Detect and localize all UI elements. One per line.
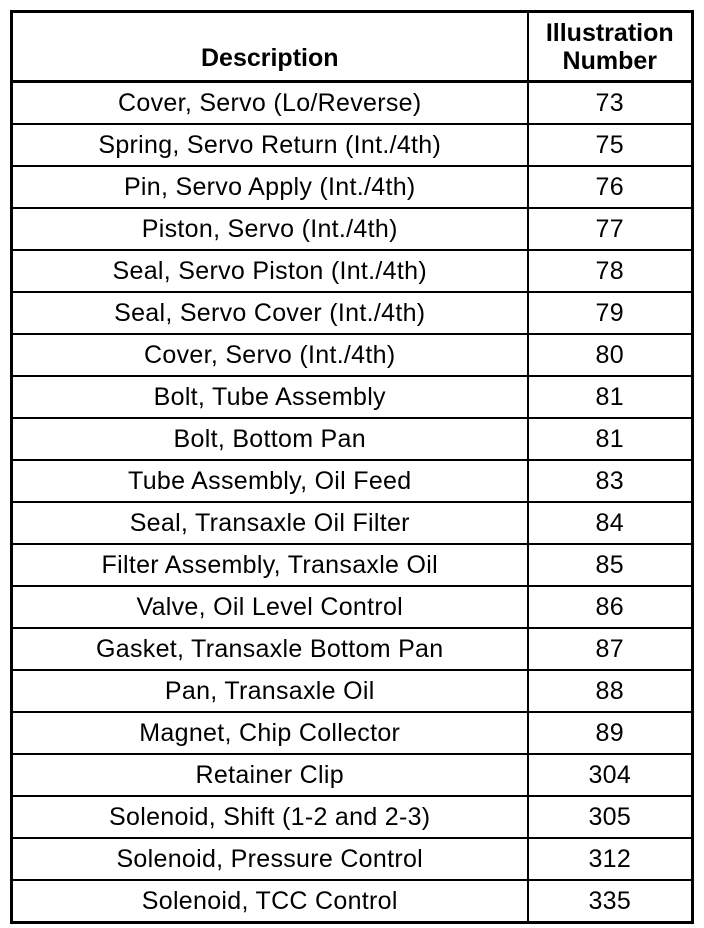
illustration-number-cell: 79 [528,292,693,334]
illustration-number-cell: 86 [528,586,693,628]
description-column-header: Description [12,12,528,82]
part-description-cell: Cover, Servo (Int./4th) [12,334,528,376]
table-row [12,502,693,544]
part-description-cell: Bolt, Tube Assembly [12,376,528,418]
table-row [12,292,693,334]
illustration-number-cell: 81 [528,376,693,418]
parts-table [10,10,694,924]
illustration-number-cell: 312 [528,838,693,880]
table-row [12,418,693,460]
part-description-cell: Bolt, Bottom Pan [12,418,528,460]
table-row [12,82,693,125]
table-row [12,166,693,208]
illustration-number-cell: 84 [528,502,693,544]
illustration-number-cell: 78 [528,250,693,292]
part-description-cell: Solenoid, TCC Control [12,880,528,923]
illustration-number-cell: 83 [528,460,693,502]
table-body [12,82,693,923]
part-description-cell: Pin, Servo Apply (Int./4th) [12,166,528,208]
illustration-number-cell: 75 [528,124,693,166]
table-row [12,670,693,712]
part-description-cell: Seal, Servo Piston (Int./4th) [12,250,528,292]
table-row [12,754,693,796]
illustration-number-cell: 304 [528,754,693,796]
illustration-number-cell: 88 [528,670,693,712]
table-row [12,628,693,670]
illustration-number-cell: 87 [528,628,693,670]
table-header [12,12,693,82]
table-row [12,124,693,166]
part-description-cell: Piston, Servo (Int./4th) [12,208,528,250]
illustration-number-cell: 85 [528,544,693,586]
table-row [12,250,693,292]
part-description-cell: Tube Assembly, Oil Feed [12,460,528,502]
illustration-number-cell: 81 [528,418,693,460]
part-description-cell: Retainer Clip [12,754,528,796]
part-description-cell: Spring, Servo Return (Int./4th) [12,124,528,166]
illustration-number-cell: 73 [528,82,693,125]
illustration-number-cell: 80 [528,334,693,376]
part-description-cell: Filter Assembly, Transaxle Oil [12,544,528,586]
table-row [12,796,693,838]
header-row [12,12,693,82]
part-description-cell: Gasket, Transaxle Bottom Pan [12,628,528,670]
table-row [12,880,693,923]
table-row [12,460,693,502]
part-description-cell: Solenoid, Pressure Control [12,838,528,880]
table-row [12,334,693,376]
table-row [12,544,693,586]
part-description-cell: Seal, Servo Cover (Int./4th) [12,292,528,334]
table-row [12,838,693,880]
part-description-cell: Seal, Transaxle Oil Filter [12,502,528,544]
illustration-number-column-header [528,12,693,82]
part-description-cell: Magnet, Chip Collector [12,712,528,754]
table-row [12,208,693,250]
part-description-cell: Solenoid, Shift (1-2 and 2-3) [12,796,528,838]
part-description-cell: Pan, Transaxle Oil [12,670,528,712]
illustration-number-cell: 305 [528,796,693,838]
part-description-cell: Cover, Servo (Lo/Reverse) [12,82,528,125]
illustration-header-line2: Number [562,46,657,75]
table-row [12,376,693,418]
table-row [12,712,693,754]
illustration-number-cell: 77 [528,208,693,250]
illustration-number-cell: 76 [528,166,693,208]
illustration-header-line1: Illustration [545,18,674,47]
illustration-number-cell: 335 [528,880,693,923]
table-row [12,586,693,628]
part-description-cell: Valve, Oil Level Control [12,586,528,628]
illustration-number-cell: 89 [528,712,693,754]
